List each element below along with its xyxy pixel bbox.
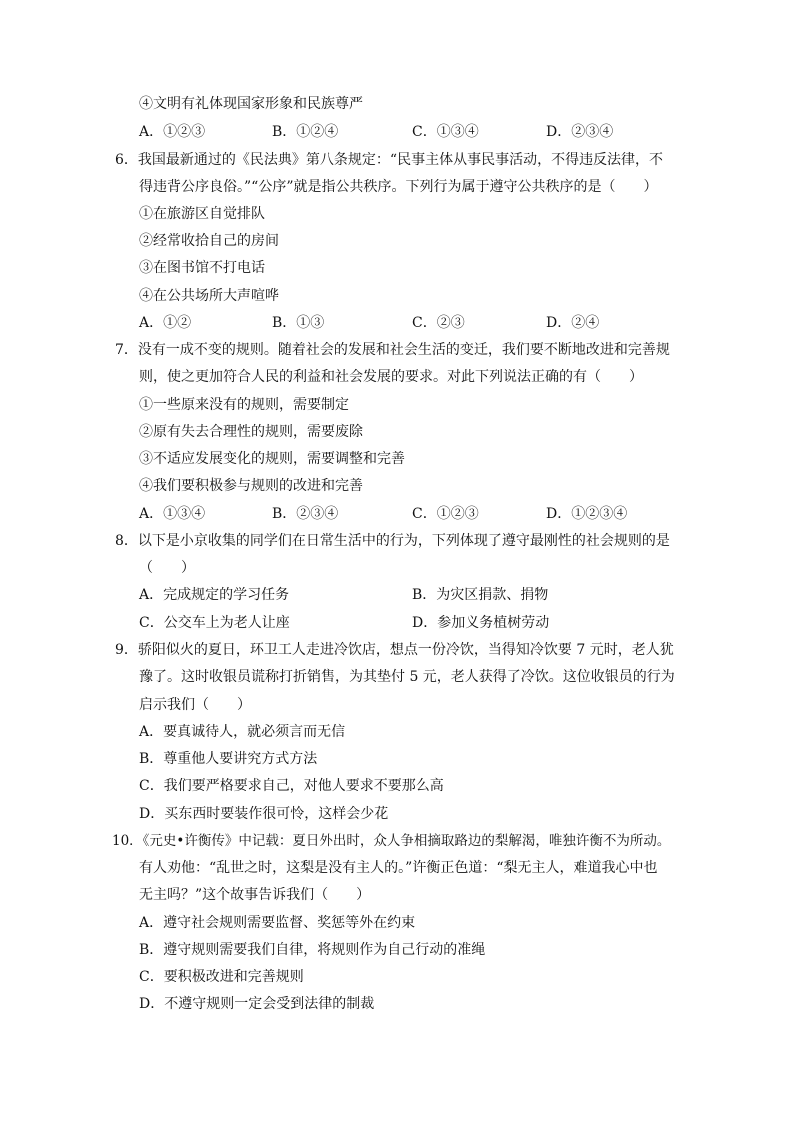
q10-stem-line-3: 无主吗？”这个故事告诉我们（ ） bbox=[139, 887, 371, 903]
q8-option-b: B．为灾区捐款、捐物 bbox=[412, 587, 549, 603]
q5-options bbox=[139, 122, 659, 142]
q6-item-1: ①在旅游区自觉排队 bbox=[139, 206, 265, 222]
q7-option-c: C．①②③ bbox=[412, 506, 479, 522]
q6-option-d: D．②④ bbox=[546, 315, 600, 331]
q10-option-d: D．不遵守规则一定会受到法律的制裁 bbox=[139, 996, 375, 1012]
q7-option-b: B．②③④ bbox=[272, 506, 339, 522]
q5-option-d: D．②③④ bbox=[546, 124, 614, 140]
q7-options bbox=[139, 504, 659, 524]
q8-option-a: A．完成规定的学习任务 bbox=[139, 587, 290, 603]
q5-option-b: B．①②④ bbox=[272, 124, 339, 140]
q10-option-b: B．遵守规则需要我们自律，将规则作为自己行动的准绳 bbox=[139, 942, 486, 958]
q7-item-1: ①一些原来没有的规则，需要制定 bbox=[139, 397, 349, 413]
q6-stem-line-1: 6．我国最新通过的《民法典》第八条规定：“民事主体从事民事活动，不得违反法律，不 bbox=[115, 152, 664, 168]
q5-option-a: A．①②③ bbox=[139, 124, 206, 140]
q6-item-4: ④在公共场所大声喧哗 bbox=[139, 288, 279, 304]
q9-stem-line-1: 9．骄阳似火的夏日，环卫工人走进冷饮店，想点一份冷饮，当得知冷饮要 7 元时，老人犹 bbox=[115, 642, 674, 658]
q9-option-b: B．尊重他人要讲究方式方法 bbox=[139, 751, 318, 767]
q6-option-b: B．①③ bbox=[272, 315, 325, 331]
q10-option-c: C．要积极改进和完善规则 bbox=[139, 969, 304, 985]
q7-stem-line-2: 则，使之更加符合人民的利益和社会发展的要求。对此下列说法正确的有（ ） bbox=[139, 369, 643, 385]
q8-option-d: D．参加义务植树劳动 bbox=[412, 615, 550, 631]
q9-stem-line-2: 豫了。这时收银员谎称打折销售，为其垫付 5 元，老人获得了冷饮。这位收银员的行为 bbox=[139, 669, 675, 685]
q9-option-a: A．要真诚待人，就必须言而无信 bbox=[139, 724, 346, 740]
q7-option-d: D．①②③④ bbox=[546, 506, 628, 522]
q6-item-3: ③在图书馆不打电话 bbox=[139, 260, 265, 276]
q9-option-c: C．我们要严格要求自己，对他人要求不要那么高 bbox=[139, 778, 444, 794]
q7-item-3: ③不适应发展变化的规则，需要调整和完善 bbox=[139, 451, 405, 467]
q6-item-2: ②经常收拾自己的房间 bbox=[139, 233, 279, 249]
q8-options-row-2 bbox=[139, 613, 659, 633]
q7-item-2: ②原有失去合理性的规则，需要废除 bbox=[139, 424, 363, 440]
q8-stem-line-1: 8．以下是小京收集的同学们在日常生活中的行为，下列体现了遵守最刚性的社会规则的是 bbox=[115, 533, 670, 549]
q6-option-c: C．②③ bbox=[412, 315, 465, 331]
q5-option-c: C．①③④ bbox=[412, 124, 479, 140]
q9-option-d: D．买东西时要装作很可怜，这样会少花 bbox=[139, 806, 389, 822]
q5-item-4: ④文明有礼体现国家形象和民族尊严 bbox=[139, 96, 363, 112]
q8-stem-line-2: （ ） bbox=[139, 560, 195, 576]
q7-option-a: A．①③④ bbox=[139, 506, 206, 522]
q7-item-4: ④我们要积极参与规则的改进和完善 bbox=[139, 478, 363, 494]
q8-options-row-1 bbox=[139, 585, 659, 605]
q10-stem-line-2: 有人劝他：“乱世之时，这梨是没有主人的。”许衡正色道：“梨无主人，难道我心中也 bbox=[139, 860, 658, 876]
q7-stem-line-1: 7．没有一成不变的规则。随着社会的发展和社会生活的变迁，我们要不断地改进和完善规 bbox=[115, 342, 670, 358]
q6-options bbox=[139, 313, 659, 333]
q10-stem-line-1: 10．《元史•许衡传》中记载：夏日外出时，众人争相摘取路边的梨解渴，唯独许衡不为所动。 bbox=[112, 833, 671, 849]
q10-option-a: A．遵守社会规则需要监督、奖惩等外在约束 bbox=[139, 915, 416, 931]
q9-stem-line-3: 启示我们（ ） bbox=[139, 697, 251, 713]
q6-option-a: A．①② bbox=[139, 315, 192, 331]
q6-stem-line-2: 得违背公序良俗。”“公序”就是指公共秩序。下列行为属于遵守公共秩序的是（ ） bbox=[139, 179, 658, 195]
q8-option-c: C．公交车上为老人让座 bbox=[139, 615, 290, 631]
